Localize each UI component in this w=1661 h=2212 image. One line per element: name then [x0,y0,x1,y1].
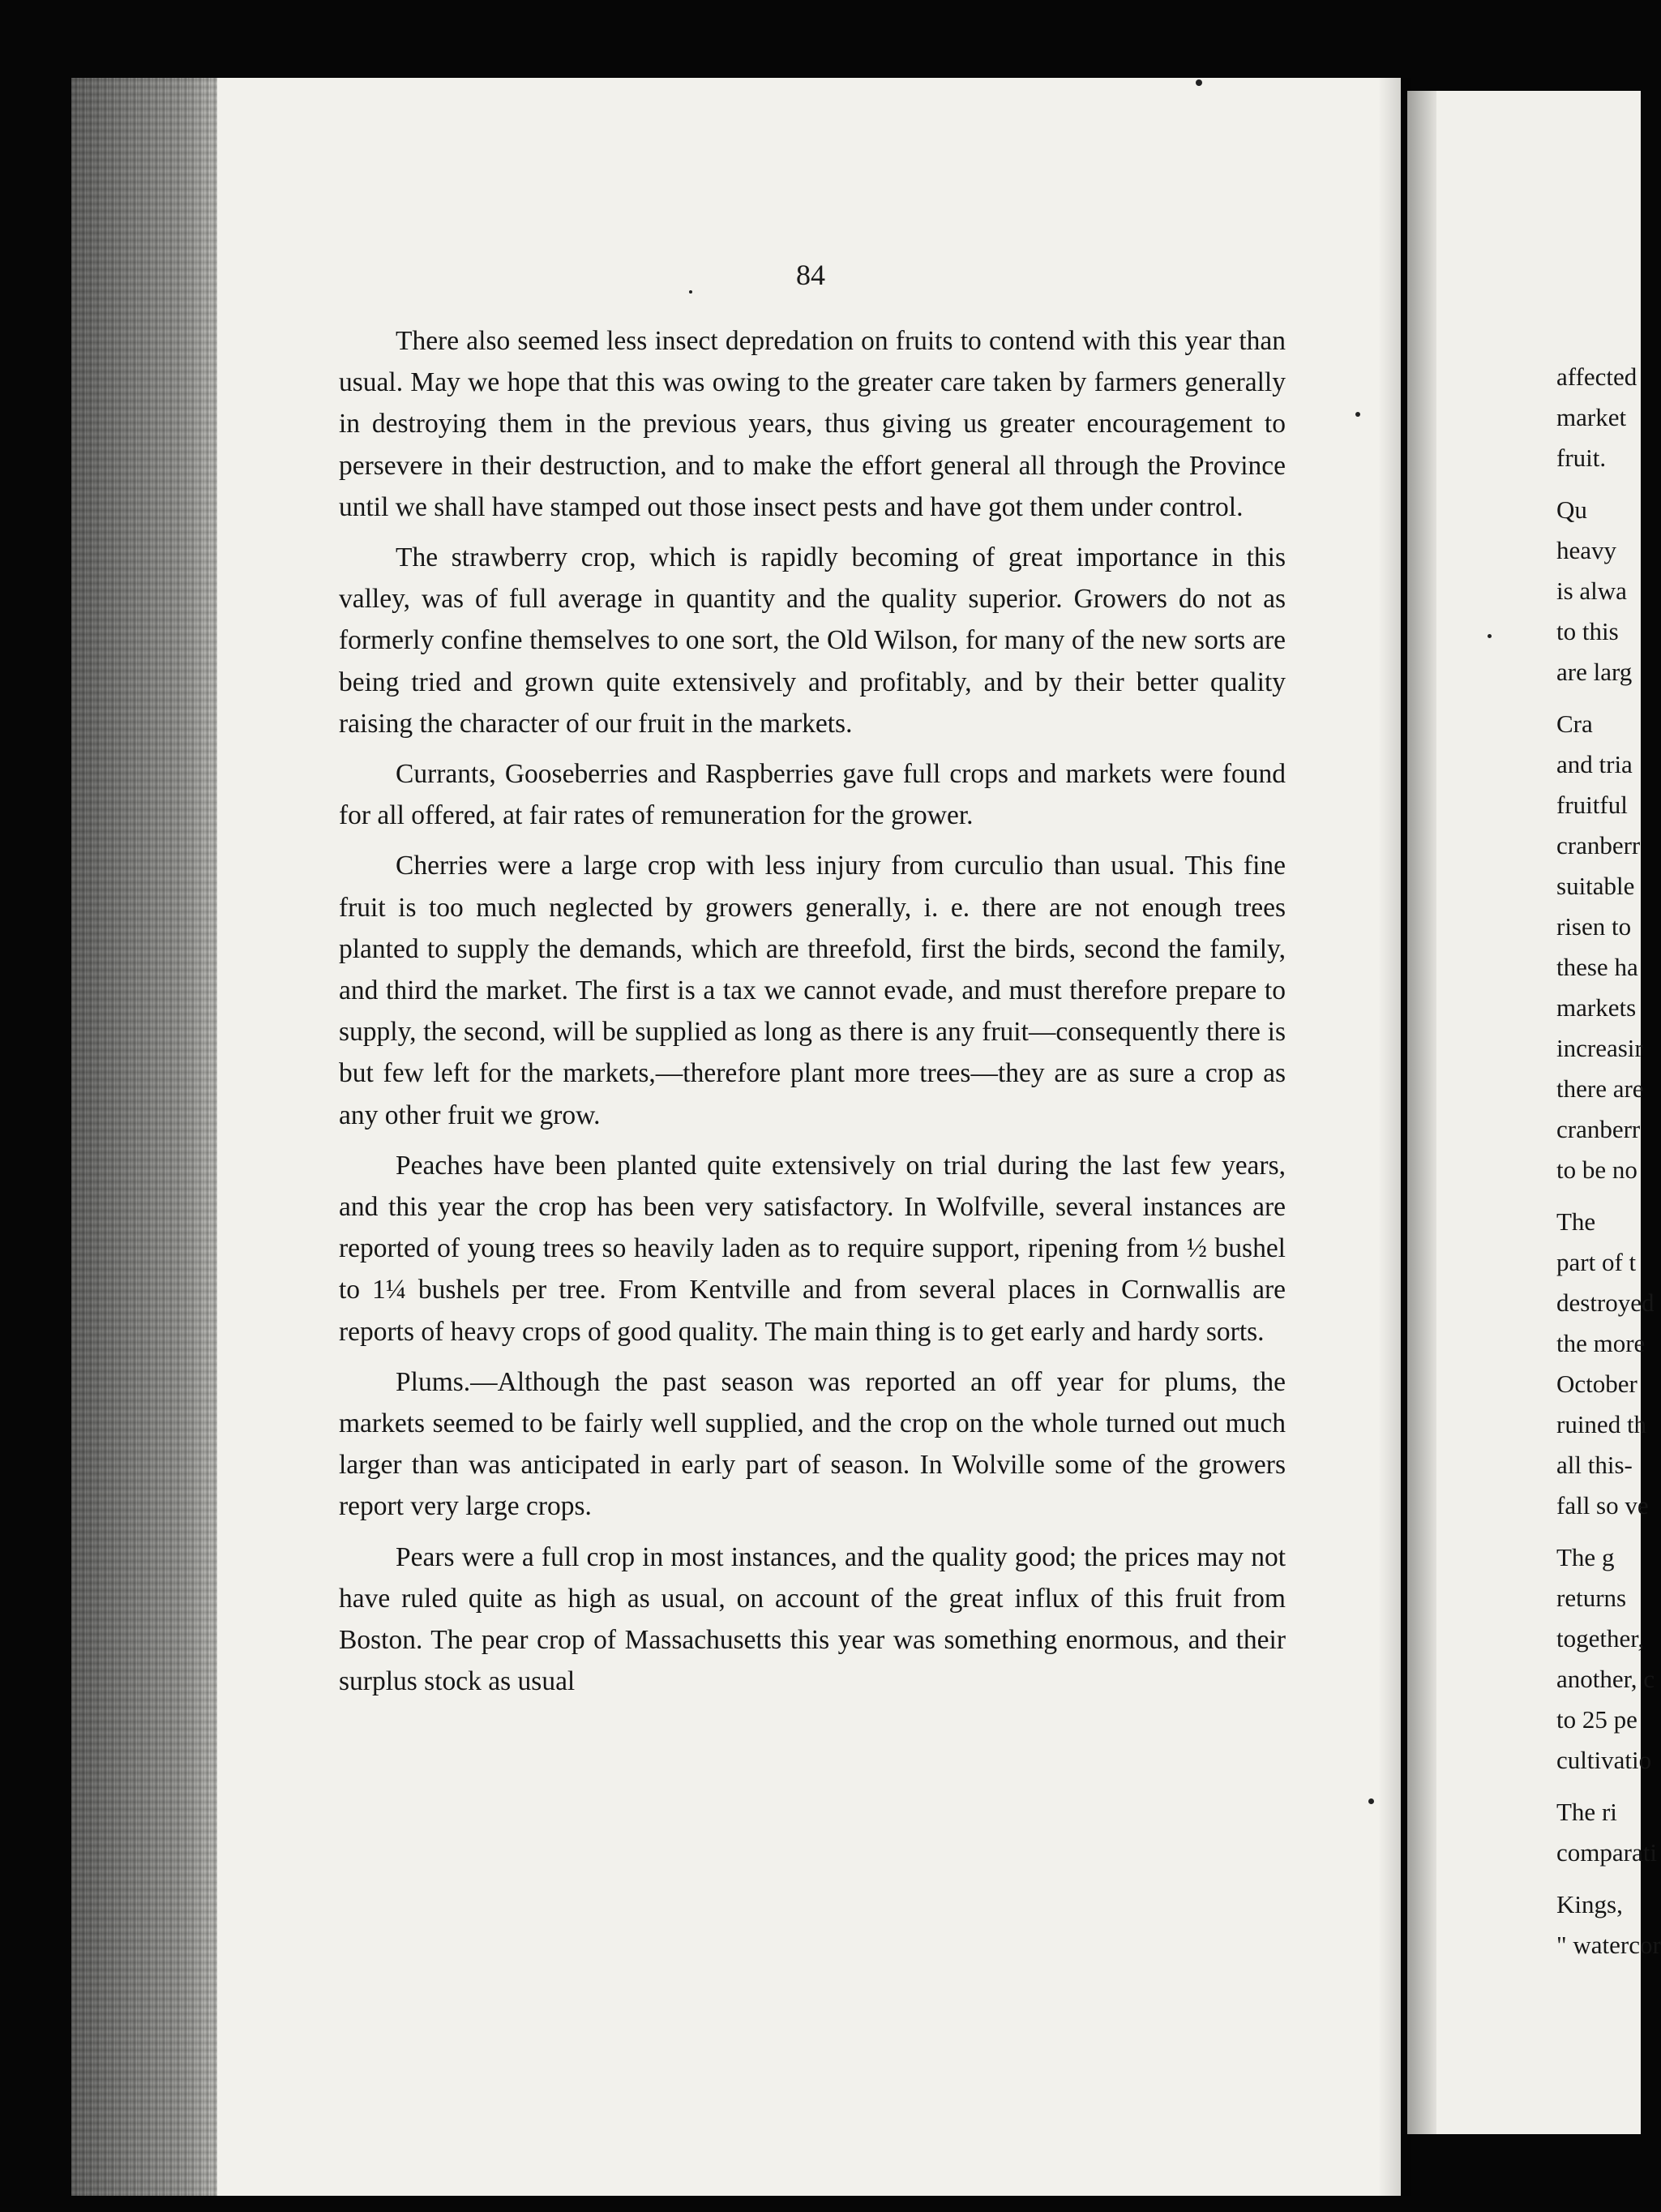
right-page-line: increasir [1556,1034,1643,1062]
right-page-line: the more [1556,1329,1646,1357]
right-page-line: The [1556,1207,1596,1236]
right-page-line: returns [1556,1584,1627,1612]
right-page-line: The g [1556,1543,1615,1571]
page-body [339,320,1286,1712]
right-page-line: cultivatio [1556,1746,1652,1774]
right-page-line: to be no [1556,1155,1637,1184]
right-page-line: fall so ve [1556,1491,1649,1520]
right-page-line: October [1556,1370,1637,1398]
page-number: 84 [796,259,825,291]
right-page-text [1556,357,1661,1966]
right-page-line: part of t [1556,1248,1637,1276]
right-page-line: market [1556,403,1627,431]
ink-speck [689,290,692,294]
ink-speck [1355,412,1360,417]
paragraph-cherries: Cherries were a large crop with less injury from curculio than usual. This fine fruit is too much neglected by growers generally, i. e. there are not enough trees planted to supply the demands, which are threefold, first the birds, second the family, and third the market. The first is a tax we cannot evade, and must therefore prepare to supply, the second, will be supplied as long as there is any fruit—consequently there is but few left for the markets,—therefore plant more trees—they are as sure a crop as any other fruit we grow. [339,851,1286,1130]
right-page-line: there are [1556,1074,1644,1103]
ink-speck [1368,1798,1374,1804]
right-page-line: ruined th [1556,1410,1647,1438]
right-page-gap [1556,1873,1641,1884]
right-page-line: together, [1556,1624,1645,1653]
binding-gutter [71,78,217,2196]
right-page-line: Cra [1556,709,1593,738]
paragraph-insects: There also seemed less insect depredation on fruits to contend with this year than usual. May we hope that this was owing to the greater care taken by farmers generally in destroying them in the previous years, thus giving us greater encouragement to persevere in their destruction, and to make the effort general all through the Province until we shall have stamped out those insect pests and have got them under control. [339,326,1286,522]
right-page-line: fruitful [1556,791,1628,819]
right-page-line: " watercor [1556,1931,1661,1959]
paragraph-pears: Pears were a full crop in most instances, and the quality good; the prices may not have ruled quite as high as usual, on account of the great influx of this fruit from Boston. The pear crop of Massachusetts this year was something enormous, and their surplus stock as usual [339,1541,1286,1697]
right-page-line: fruit. [1556,444,1607,472]
page-fold-shadow [1378,78,1411,2196]
right-page-line: markets [1556,993,1637,1022]
right-page-line: risen to [1556,912,1632,941]
right-page-line: suitable [1556,872,1635,900]
right-page-line: to this [1556,617,1619,645]
paragraph-strawberries: The strawberry crop, which is rapidly becoming of great importance in this valley, was of full average in quantity and the quality superior. Growers do not as formerly confine themselves to one sort, the Old Wilson, for many of the new sorts are being tried and grown quite extensively and profitably, and by their better quality raising the character of our fruit in the markets. [339,542,1286,739]
right-page-line: affected [1556,362,1637,391]
right-page-line: and tria [1556,750,1633,778]
right-page-line: are larg [1556,658,1633,686]
paragraph-currants: Currants, Gooseberries and Raspberries gave full crops and markets were found for all offered, at fair rates of remuneration for the grower. [339,759,1286,831]
ink-speck [1196,79,1202,86]
ink-speck [1488,634,1492,638]
right-page-line: another, c [1556,1665,1655,1693]
right-page-gap [1556,1781,1641,1792]
right-page-line: comparati [1556,1838,1657,1867]
right-page-line: heavy [1556,536,1617,564]
paragraph-plums: Plums.—Although the past season was reported an off year for plums, the markets seemed to be fairly well supplied, and the crop on the whole turned out much larger than was anticipated in early part of season. In Wolville some of the growers report very large crops. [339,1366,1286,1522]
right-page-line: to 25 pe [1556,1705,1637,1734]
right-page-line: all this- [1556,1451,1633,1479]
right-page-line: cranberr [1556,1115,1641,1143]
right-page-line: Kings, [1556,1890,1623,1918]
right-page-line: cranberr [1556,831,1641,860]
right-page-line: The ri [1556,1798,1617,1826]
right-page-gap [1556,1526,1641,1537]
right-page-line: destroyed [1556,1288,1655,1317]
paragraph-peaches: Peaches have been planted quite extensively on trial during the last few years, and this year the crop has been very satisfactory. In Wolfville, several instances are reported of young trees so heavily laden as to require support, ripening from ½ bushel to 1¼ bushels per tree. From Kentville and from several places in Cornwallis are reports of heavy crops of good quality. The main thing is to get early and hardy sorts. [339,1150,1286,1347]
right-page-line: Qu [1556,495,1587,524]
right-page-gap [1556,692,1641,704]
right-page-gap [1556,478,1641,490]
right-page-gap [1556,1190,1641,1202]
right-page-edge [1407,91,1436,2134]
right-page-line: is alwa [1556,577,1627,605]
right-page-line: these ha [1556,953,1638,981]
